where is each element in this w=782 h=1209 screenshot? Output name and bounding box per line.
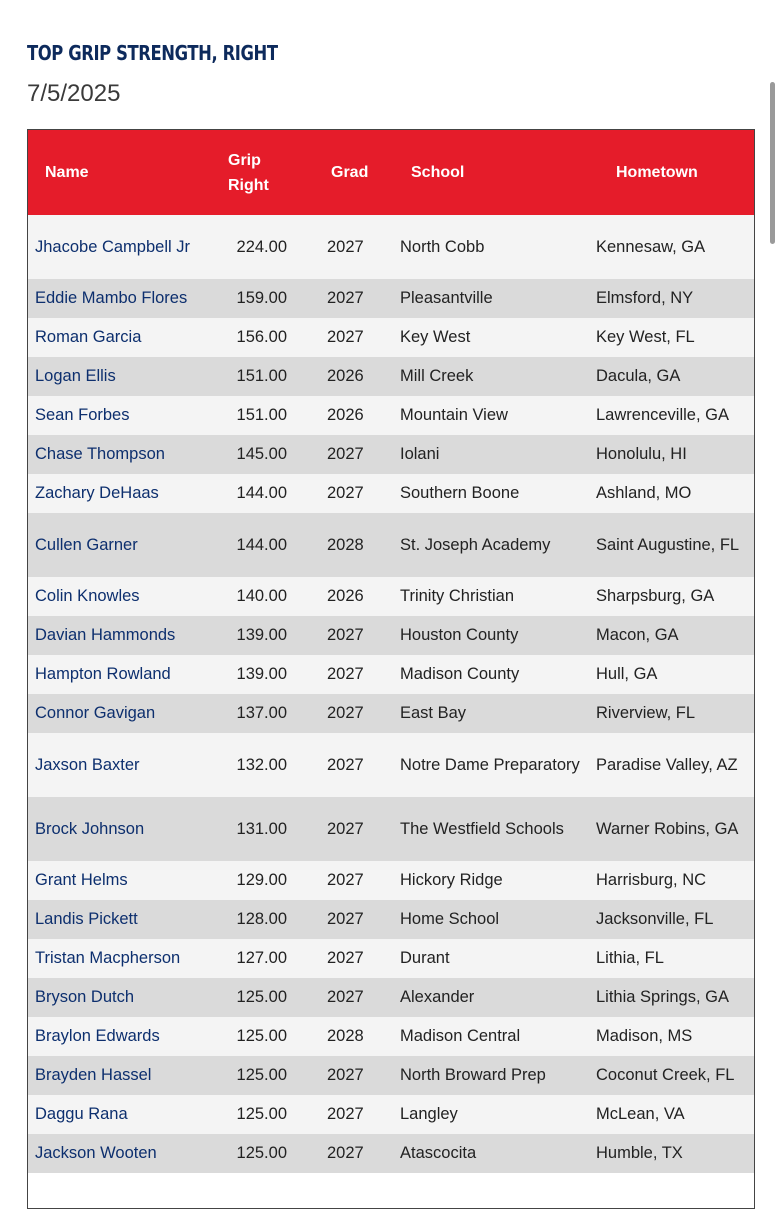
hometown: Hull, GA	[594, 655, 755, 694]
player-name-link[interactable]: Davian Hammonds	[28, 616, 212, 655]
school-name: The Westfield Schools	[396, 797, 594, 861]
grip-right-value: 125.00	[212, 1134, 320, 1173]
column-header-name[interactable]: Name	[28, 130, 212, 215]
player-name-link[interactable]: Braylon Edwards	[28, 1017, 212, 1056]
hometown: Sharpsburg, GA	[594, 577, 755, 616]
school-name: Langley	[396, 1095, 594, 1134]
school-name: Mill Creek	[396, 357, 594, 396]
table-row	[28, 1017, 755, 1056]
grad-year: 2026	[320, 396, 396, 435]
school-name: East Bay	[396, 694, 594, 733]
hometown: Key West, FL	[594, 318, 755, 357]
grad-year: 2027	[320, 616, 396, 655]
player-name-link[interactable]: Grant Helms	[28, 861, 212, 900]
hometown: Madison, MS	[594, 1017, 755, 1056]
player-name-link[interactable]: Brayden Hassel	[28, 1056, 212, 1095]
table-row	[28, 215, 755, 279]
grad-year: 2026	[320, 357, 396, 396]
table-row	[28, 655, 755, 694]
player-name-link[interactable]: Connor Gavigan	[28, 694, 212, 733]
column-header-hometown[interactable]: Hometown	[594, 130, 755, 215]
player-name-link[interactable]: Eddie Mambo Flores	[28, 279, 212, 318]
hometown: Warner Robins, GA	[594, 797, 755, 861]
table-row	[28, 577, 755, 616]
grip-right-value: 137.00	[212, 694, 320, 733]
grad-year: 2027	[320, 279, 396, 318]
grad-year: 2027	[320, 978, 396, 1017]
grad-year: 2027	[320, 861, 396, 900]
player-name-link[interactable]: Colin Knowles	[28, 577, 212, 616]
table-row	[28, 435, 755, 474]
school-name: Notre Dame Preparatory	[396, 733, 594, 797]
grad-year: 2027	[320, 474, 396, 513]
school-name: Trinity Christian	[396, 577, 594, 616]
hometown: Dacula, GA	[594, 357, 755, 396]
column-header-school[interactable]: School	[396, 130, 594, 215]
grad-year: 2028	[320, 513, 396, 577]
grad-year: 2027	[320, 435, 396, 474]
table-row	[28, 797, 755, 861]
player-name-link[interactable]: Zachary DeHaas	[28, 474, 212, 513]
table-row	[28, 396, 755, 435]
grad-year: 2027	[320, 939, 396, 978]
school-name: North Cobb	[396, 215, 594, 279]
hometown: McLean, VA	[594, 1095, 755, 1134]
grip-right-value: 151.00	[212, 396, 320, 435]
table-row	[28, 279, 755, 318]
grad-year: 2028	[320, 1017, 396, 1056]
hometown: Paradise Valley, AZ	[594, 733, 755, 797]
column-header-grad[interactable]: Grad	[320, 130, 396, 215]
grip-right-value: 139.00	[212, 655, 320, 694]
school-name: Southern Boone	[396, 474, 594, 513]
player-name-link[interactable]: Landis Pickett	[28, 900, 212, 939]
table-row	[28, 616, 755, 655]
grip-right-value: 151.00	[212, 357, 320, 396]
table-row	[28, 1056, 755, 1095]
grip-right-value: 159.00	[212, 279, 320, 318]
table-row	[28, 318, 755, 357]
table-row	[28, 978, 755, 1017]
player-name-link[interactable]: Hampton Rowland	[28, 655, 212, 694]
grip-right-value: 156.00	[212, 318, 320, 357]
grip-right-value: 131.00	[212, 797, 320, 861]
grip-right-value: 224.00	[212, 215, 320, 279]
grip-right-value: 144.00	[212, 474, 320, 513]
table-row	[28, 733, 755, 797]
grip-right-value: 125.00	[212, 1095, 320, 1134]
grip-right-value: 140.00	[212, 577, 320, 616]
player-name-link[interactable]: Daggu Rana	[28, 1095, 212, 1134]
grad-year: 2027	[320, 733, 396, 797]
hometown: Riverview, FL	[594, 694, 755, 733]
page-title: TOP GRIP STRENGTH, RIGHT	[27, 41, 278, 65]
grad-year: 2027	[320, 694, 396, 733]
leaderboard-table	[27, 129, 755, 1209]
column-header-grip-right[interactable]	[212, 130, 320, 215]
grip-right-value: 127.00	[212, 939, 320, 978]
table-row	[28, 357, 755, 396]
player-name-link[interactable]: Roman Garcia	[28, 318, 212, 357]
grad-year: 2027	[320, 797, 396, 861]
grad-year: 2027	[320, 318, 396, 357]
table-row	[28, 694, 755, 733]
hometown: Lithia, FL	[594, 939, 755, 978]
table-row	[28, 1095, 755, 1134]
header-row	[28, 130, 755, 215]
grip-right-value: 145.00	[212, 435, 320, 474]
table-row	[28, 474, 755, 513]
table-row	[28, 1134, 755, 1173]
school-name: St. Joseph Academy	[396, 513, 594, 577]
grip-right-value: 132.00	[212, 733, 320, 797]
hometown: Lawrenceville, GA	[594, 396, 755, 435]
grip-right-value: 125.00	[212, 1056, 320, 1095]
player-name-link[interactable]: Cullen Garner	[28, 513, 212, 577]
player-name-link[interactable]: Logan Ellis	[28, 357, 212, 396]
grad-year: 2027	[320, 1134, 396, 1173]
hometown: Elmsford, NY	[594, 279, 755, 318]
scrollbar[interactable]	[770, 82, 775, 244]
grad-year: 2027	[320, 1095, 396, 1134]
hometown: Kennesaw, GA	[594, 215, 755, 279]
table-row	[28, 861, 755, 900]
table-row	[28, 513, 755, 577]
school-name: North Broward Prep	[396, 1056, 594, 1095]
school-name: Home School	[396, 900, 594, 939]
player-name-link[interactable]: Tristan Macpherson	[28, 939, 212, 978]
grip-right-value: 129.00	[212, 861, 320, 900]
player-name-link[interactable]: Jhacobe Campbell Jr	[28, 215, 212, 279]
school-name: Pleasantville	[396, 279, 594, 318]
table-body	[28, 215, 755, 1173]
grip-right-value: 144.00	[212, 513, 320, 577]
school-name: Durant	[396, 939, 594, 978]
grip-right-value: 125.00	[212, 978, 320, 1017]
table-header	[28, 130, 755, 215]
school-name: Alexander	[396, 978, 594, 1017]
hometown: Humble, TX	[594, 1134, 755, 1173]
hometown: Coconut Creek, FL	[594, 1056, 755, 1095]
grad-year: 2027	[320, 655, 396, 694]
hometown: Honolulu, HI	[594, 435, 755, 474]
hometown: Ashland, MO	[594, 474, 755, 513]
grad-year: 2027	[320, 1056, 396, 1095]
hometown: Jacksonville, FL	[594, 900, 755, 939]
hometown: Lithia Springs, GA	[594, 978, 755, 1017]
grip-right-value: 139.00	[212, 616, 320, 655]
grad-year: 2027	[320, 215, 396, 279]
hometown: Harrisburg, NC	[594, 861, 755, 900]
grip-right-label: Grip Right	[228, 151, 269, 194]
player-name-link[interactable]: Sean Forbes	[28, 396, 212, 435]
grad-year: 2027	[320, 900, 396, 939]
player-name-link[interactable]: Brock Johnson	[28, 797, 212, 861]
school-name: Atascocita	[396, 1134, 594, 1173]
player-name-link[interactable]: Jackson Wooten	[28, 1134, 212, 1173]
page-date: 7/5/2025	[27, 80, 121, 107]
school-name: Key West	[396, 318, 594, 357]
school-name: Madison County	[396, 655, 594, 694]
player-name-link[interactable]: Jaxson Baxter	[28, 733, 212, 797]
player-name-link[interactable]: Bryson Dutch	[28, 978, 212, 1017]
school-name: Mountain View	[396, 396, 594, 435]
player-name-link[interactable]: Chase Thompson	[28, 435, 212, 474]
school-name: Madison Central	[396, 1017, 594, 1056]
table-row	[28, 939, 755, 978]
school-name: Houston County	[396, 616, 594, 655]
hometown: Saint Augustine, FL	[594, 513, 755, 577]
grad-year: 2026	[320, 577, 396, 616]
grip-right-value: 125.00	[212, 1017, 320, 1056]
grip-right-value: 128.00	[212, 900, 320, 939]
hometown: Macon, GA	[594, 616, 755, 655]
school-name: Hickory Ridge	[396, 861, 594, 900]
school-name: Iolani	[396, 435, 594, 474]
table-row	[28, 900, 755, 939]
